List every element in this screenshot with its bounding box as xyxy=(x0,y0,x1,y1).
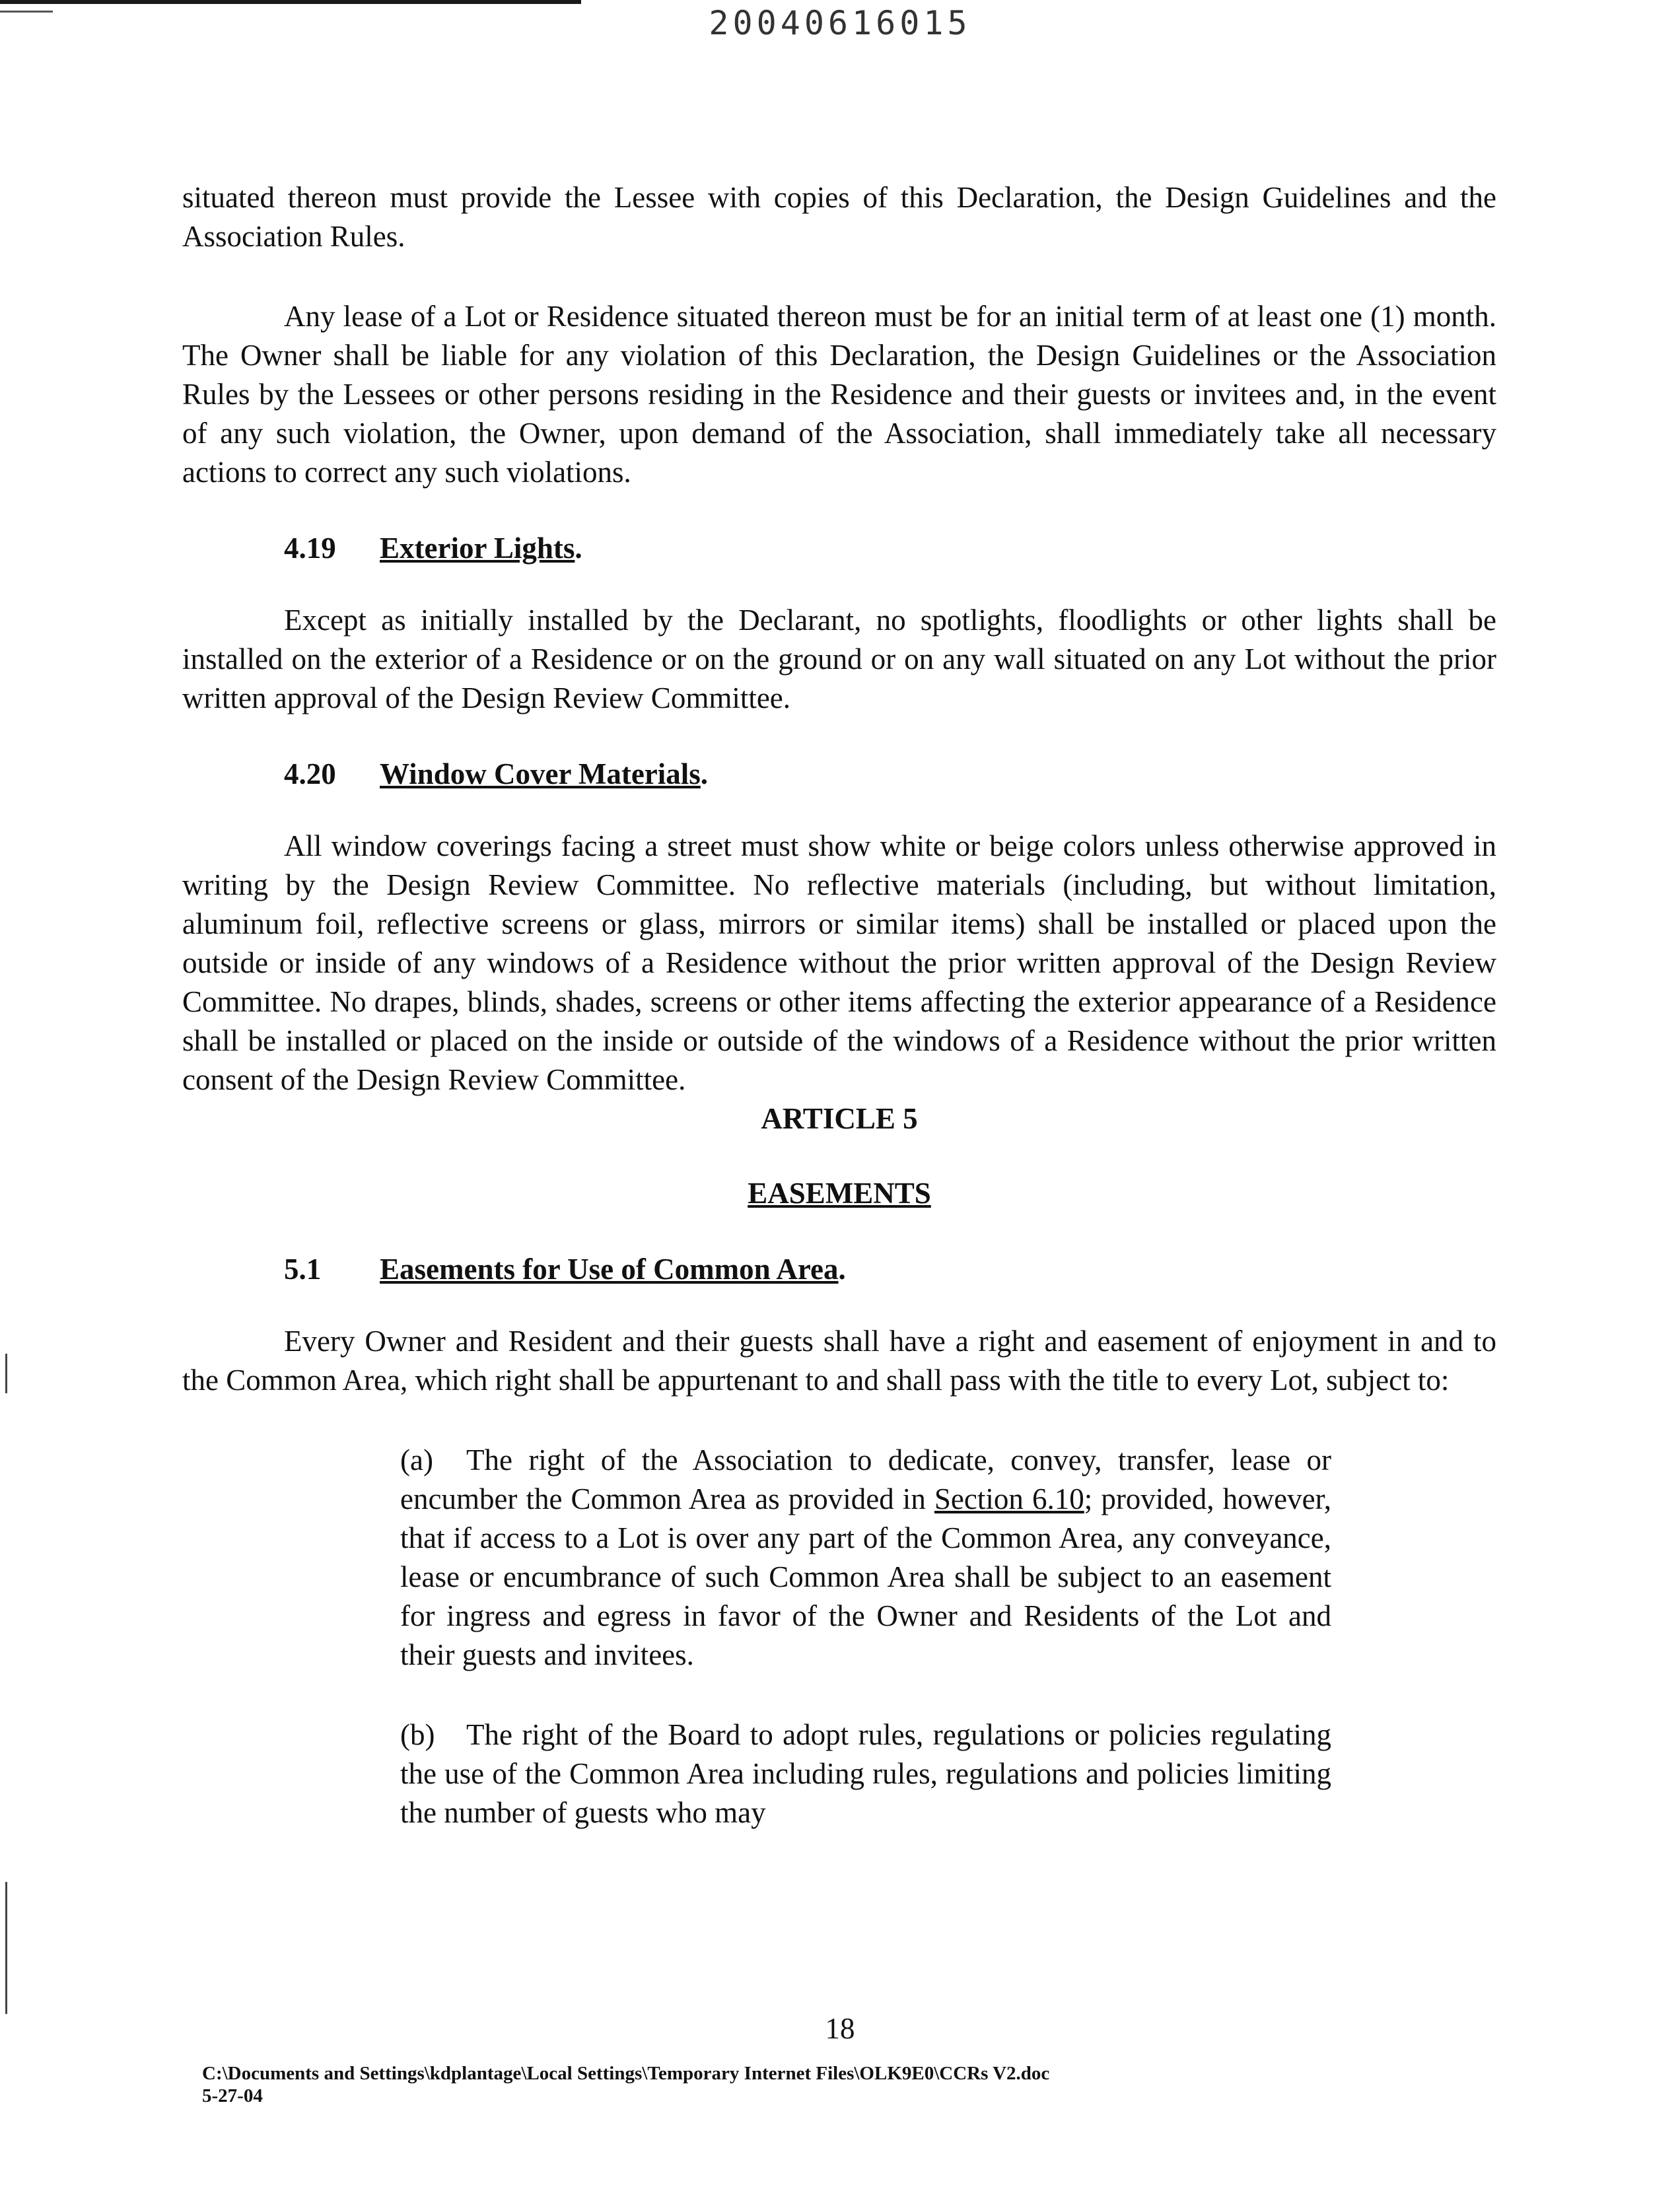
document-number: 20040616015 xyxy=(709,4,971,42)
page-number: 18 xyxy=(825,2012,855,2045)
section-4-20-body: All window coverings facing a street must show white or beige colors unless otherwise approved in writing by the Design Review Committee. No reflective materials (including, but without limitation, aluminum foil, reflective screens or glass, mirrors or similar items) shall be installed or placed upon the outside or inside of any windows of a Residence without the prior written approval of the Design Review Committee. No drapes, blinds, shades, screens or other items affecting the exterior appearance of a Residence shall be installed or placed on the inside or outside of the windows of a Residence without the prior written consent of the Design Review Committee. xyxy=(182,829,1496,1096)
section-heading-4-19: 4.19 Exterior Lights. xyxy=(284,529,1496,568)
footer-date: 5-27-04 xyxy=(202,2085,263,2106)
section-heading-4-20: 4.20 Window Cover Materials. xyxy=(284,755,1496,794)
list-item-label: (b) xyxy=(400,1718,435,1751)
article-label: ARTICLE 5 xyxy=(761,1102,918,1135)
list-item-label: (a) xyxy=(400,1443,433,1476)
list-item-a xyxy=(400,1441,1331,1675)
section-title: Easements for Use of Common Area xyxy=(380,1253,839,1286)
section-number: 5.1 xyxy=(284,1253,322,1286)
section-5-1-body: Every Owner and Resident and their guests shall have a right and easement of enjoyment in and to the Common Area, which right shall be appurtenant to and shall pass with the title to every Lot, subject to: xyxy=(182,1325,1496,1397)
article-title: EASEMENTS xyxy=(748,1177,931,1210)
section-4-19-body: Except as initially installed by the Declarant, no spotlights, floodlights or other lights shall be installed on the exterior of a Residence or on the ground or on any wall situated on any Lot without the prior written approval of the Design Review Committee. xyxy=(182,604,1496,714)
list-item-text: The right of the Association to dedicate, convey, transfer, lease or encumber the Common Area as provided in xyxy=(400,1443,1331,1515)
section-title: Window Cover Materials xyxy=(380,757,701,790)
list-item-text: The right of the Board to adopt rules, regulations or policies regulating the use of the Common Area including rules, regulations and policies limiting the number of guests who may xyxy=(400,1718,1331,1829)
intro-paragraph: situated thereon must provide the Lessee with copies of this Declaration, the Design Guidelines and the Association Rules. xyxy=(182,181,1496,253)
section-heading-5-1: 5.1 Easements for Use of Common Area. xyxy=(284,1250,1496,1289)
footer-file-path: C:\Documents and Settings\kdplantage\Local Settings\Temporary Internet Files\OLK9E0\CCRs V2.doc xyxy=(202,2063,1050,2084)
list-item-b xyxy=(400,1716,1331,1832)
section-title: Exterior Lights xyxy=(380,532,575,565)
document-page xyxy=(182,178,1496,1832)
scan-margin-mark xyxy=(5,1354,7,1393)
section-number: 4.20 xyxy=(284,757,336,790)
list-item-text: ; provided, however, that if access to a Lot is over any part of the Common Area, any conveyance, lease or encumbrance of such Common Area shall be subject to an easement for ingress and egress in favor of the Owner and Residents of the Lot and their guests and invitees. xyxy=(400,1482,1331,1671)
footer xyxy=(202,2062,1049,2107)
section-number: 4.19 xyxy=(284,532,336,565)
section-reference: Section 6.10 xyxy=(934,1482,1084,1515)
scan-margin-mark xyxy=(5,1882,7,2014)
lease-paragraph: Any lease of a Lot or Residence situated thereon must be for an initial term of at least one (1) month. The Owner shall be liable for any violation of this Declaration, the Design Guidelines or the Association Rules by the Lessees or other persons residing in the Residence and their guests or invitees and, in the event of any such violation, the Owner, upon demand of the Association, shall immediately take all necessary actions to correct any such violations. xyxy=(182,300,1496,489)
